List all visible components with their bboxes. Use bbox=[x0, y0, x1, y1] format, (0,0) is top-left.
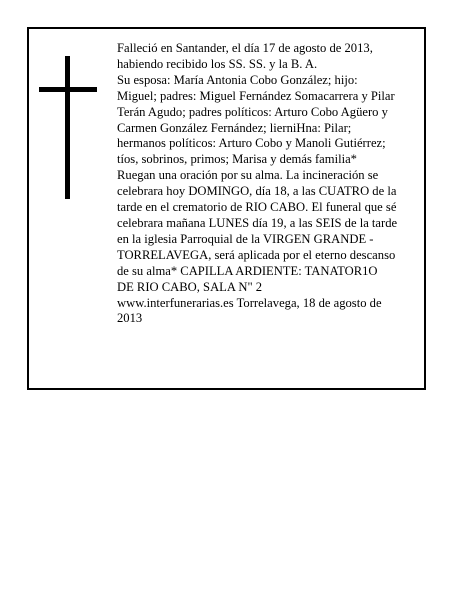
text-line: tarde en el crematorio de RIO CABO. El funeral que sé bbox=[117, 200, 397, 215]
text-line: Carmen González Fernández; lierniHna: Pilar; bbox=[117, 120, 352, 135]
text-line: celebrara mañana LUNES día 19, a las SEIS de la tarde bbox=[117, 215, 398, 230]
text-line: TORRELAVEGA, será aplicada por el eterno descanso bbox=[117, 247, 396, 262]
text-line: celebrara hoy DOMINGO, día 18, a las CUATRO de la bbox=[117, 184, 397, 199]
text-line: www.interfunerarias.es Torrelavega, 18 de agosto de bbox=[117, 295, 382, 310]
obituary-text bbox=[117, 41, 423, 327]
text-line: Miguel; padres: Miguel Fernández Somacarrera y Pilar bbox=[117, 88, 395, 103]
text-line: de su alma* CAPILLA ARDIENTE: TANATOR1O bbox=[117, 263, 378, 278]
text-line: en la iglesia Parroquial de la VIRGEN GRANDE - bbox=[117, 231, 374, 246]
cross-icon bbox=[39, 56, 99, 199]
cross-horizontal-bar bbox=[39, 87, 97, 92]
obituary-notice bbox=[27, 27, 426, 390]
text-line: Ruegan una oración por su alma. La incineración se bbox=[117, 168, 379, 183]
text-line: Terán Agudo; padres políticos: Arturo Cobo Agüero y bbox=[117, 104, 388, 119]
text-line: Falleció en Santander, el día 17 de agosto de 2013, bbox=[117, 41, 373, 55]
text-line: tíos, sobrinos, primos; Marisa y demás familia* bbox=[117, 152, 357, 167]
text-line: Su esposa: María Antonia Cobo González; hijo: bbox=[117, 72, 358, 87]
text-line: habiendo recibido los SS. SS. y la B. A. bbox=[117, 56, 318, 71]
cross-vertical-bar bbox=[65, 56, 70, 199]
text-line: DE RIO CABO, SALA N" 2 bbox=[117, 279, 263, 294]
text-line: hermanos políticos: Arturo Cobo y Manoli Gutiérrez; bbox=[117, 136, 386, 151]
text-line: 2013 bbox=[117, 311, 143, 326]
